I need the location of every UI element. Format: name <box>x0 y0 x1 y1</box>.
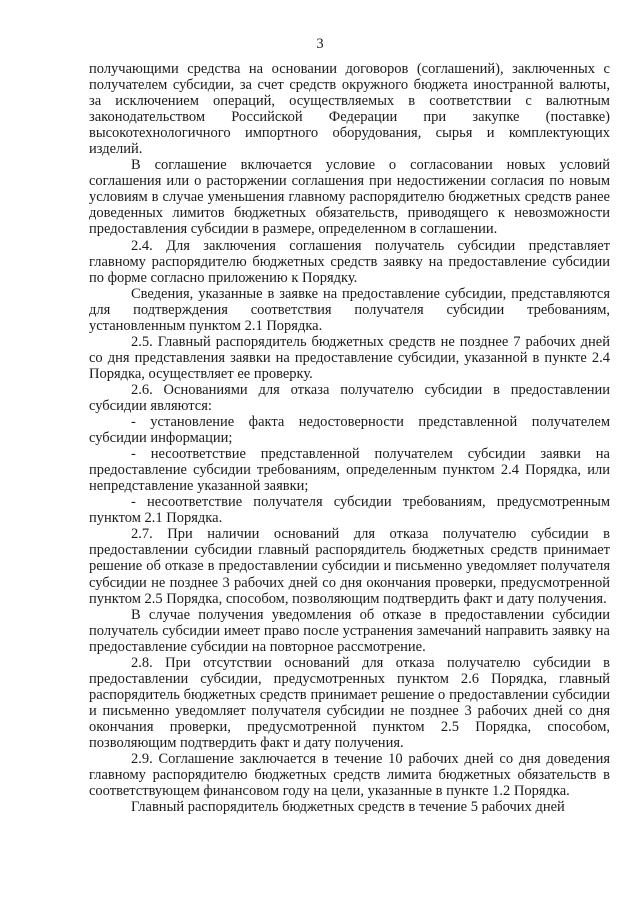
paragraph-agreement-condition: В соглашение включается условие о согласовании новых условий соглашения или о расторжении соглашения при недостижении согласия по новым условиям в случае уменьшения главному распорядителю бюджетных средств ранее доведенных лимитов бюджетных обязательств, приводящего к невозможности предоставления субсидии в размере, определенном в соглашении. <box>89 157 610 238</box>
paragraph-refusal-resubmit: В случае получения уведомления об отказе в предоставлении субсидии получатель субсидии имеет право после устранения замечаний направить заявку на предоставление субсидии на повторное рассмотрение. <box>89 606 610 655</box>
paragraph-2-5: 2.5. Главный распорядитель бюджетных средств не позднее 7 рабочих дней со дня представления заявки на предоставление субсидии, указанной в пункте 2.4 Порядка, осуществляет ее проверку. <box>89 333 610 382</box>
list-item-recipient-mismatch: - несоответствие получателя субсидии требованиям, предусмотренным пунктом 2.1 Порядка. <box>89 494 610 527</box>
paragraph-2-8: 2.8. При отсутствии оснований для отказа получателю субсидии в предоставлении субсидии, предусмотренных пунктом 2.6 Порядка, главный распорядитель бюджетных средств принимает решение о предоставлении субсидии и письменно уведомляет получателя субсидии не позднее 3 рабочих дней со дня окончания проверки, предусмотренной пунктом 2.5 Порядка, способом, позволяющим подтвердить факт и дату получения. <box>89 654 610 751</box>
paragraph-final-fragment: Главный распорядитель бюджетных средств в течение 5 рабочих дней <box>131 799 565 816</box>
list-item-application-mismatch: - несоответствие представленной получателем субсидии заявки на предоставление субсидии требованиям, определенным пунктом 2.4 Порядка, или непредставление указанной заявки; <box>89 446 610 495</box>
document-body <box>89 61 610 815</box>
paragraph-2-7: 2.7. При наличии оснований для отказа получателю субсидии в предоставлении субсидии главный распорядитель бюджетных средств принимает решение об отказе в предоставлении субсидии и письменно уведомляет получателя субсидии не позднее 3 рабочих дней со дня окончания проверки, предусмотренной пунктом 2.5 Порядка, способом, позволяющим подтвердить факт и дату получения. <box>89 526 610 607</box>
paragraph-2-9: 2.9. Соглашение заключается в течение 10 рабочих дней со дня доведения главному распорядителю бюджетных средств лимита бюджетных обязательств в соответствующем финансовом году на цели, указанные в пункте 1.2 Порядка. <box>89 751 610 800</box>
paragraph-continuation: получающими средства на основании договоров (соглашений), заключенных с получателем субсидии, за счет средств окружного бюджета иностранной валюты, за исключением операций, осуществляемых в соответствии с валютным законодательством Российской Федерации при закупке (поставке) высокотехнологичного импортного оборудования, сырья и комплектующих изделий. <box>89 61 610 158</box>
page-number: 3 <box>316 36 324 52</box>
paragraph-2-4: 2.4. Для заключения соглашения получатель субсидии представляет главному распорядителю бюджетных средств заявку на предоставление субсидии по форме согласно приложению к Порядку. <box>89 237 610 286</box>
paragraph-application-info: Сведения, указанные в заявке на предоставление субсидии, представляются для подтверждения соответствия получателя субсидии требованиям, установленным пунктом 2.1 Порядка. <box>89 285 610 334</box>
list-item-unreliable-info: - установление факта недостоверности представленной получателем субсидии информации; <box>89 414 610 447</box>
paragraph-2-6: 2.6. Основаниями для отказа получателю субсидии в предоставлении субсидии являются: <box>89 381 610 414</box>
